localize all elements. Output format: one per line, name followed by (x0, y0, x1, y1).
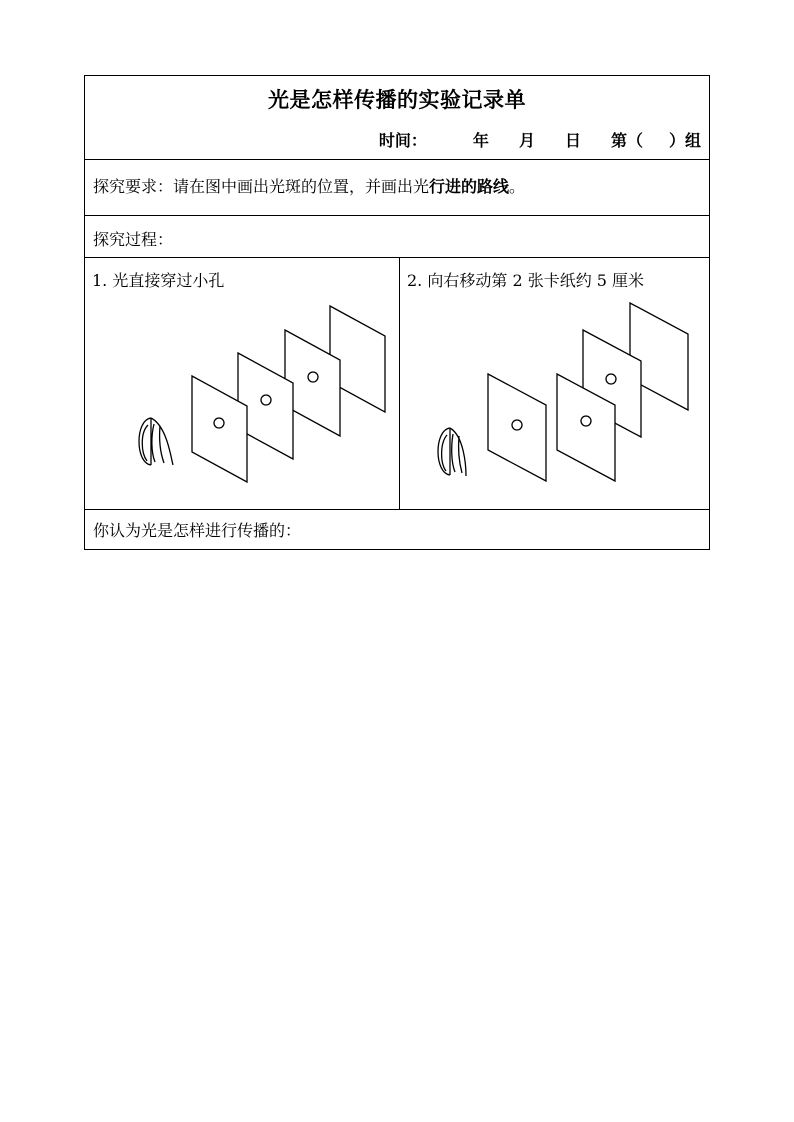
experiment-panel-2 (400, 258, 709, 509)
process-row (85, 216, 709, 258)
panel-1-drawing (85, 258, 400, 510)
panel-1-label: 1. 光直接穿过小孔 (92, 271, 225, 290)
group-prefix: 第（ (610, 131, 643, 150)
panels-row (85, 258, 709, 510)
requirement-emphasis: 行进的路线 (429, 177, 510, 196)
group-suffix: ）组 (668, 131, 701, 150)
card-1-hole (512, 420, 522, 430)
card-2-hole (581, 416, 591, 426)
day-label: 日 (564, 131, 581, 150)
time-label: 时间： (378, 131, 427, 150)
card-3-hole (606, 374, 616, 384)
record-sheet (84, 75, 710, 550)
requirement-suffix: 。 (509, 177, 526, 196)
requirement-row (85, 160, 709, 216)
card-2-hole (261, 395, 271, 405)
requirement-text (93, 174, 525, 197)
requirement-prefix: 探究要求：请在图中画出光斑的位置，并画出光 (93, 177, 430, 196)
month-label: 月 (518, 131, 535, 150)
year-label: 年 (472, 131, 489, 150)
answer-row (85, 510, 709, 549)
process-label: 探究过程： (93, 230, 174, 249)
card-1-hole (214, 418, 224, 428)
flashlight-icon (438, 428, 466, 476)
date-group-line (379, 128, 701, 151)
flashlight-icon (139, 418, 173, 465)
experiment-panel-1 (85, 258, 400, 509)
panel-2-drawing (400, 258, 710, 510)
answer-label: 你认为光是怎样进行传播的： (93, 521, 302, 540)
panel-2-label: 2. 向右移动第 2 张卡纸约 5 厘米 (407, 271, 645, 290)
title-row (85, 76, 709, 160)
page-title: 光是怎样传播的实验记录单 (268, 87, 526, 112)
card-3-hole (308, 372, 318, 382)
